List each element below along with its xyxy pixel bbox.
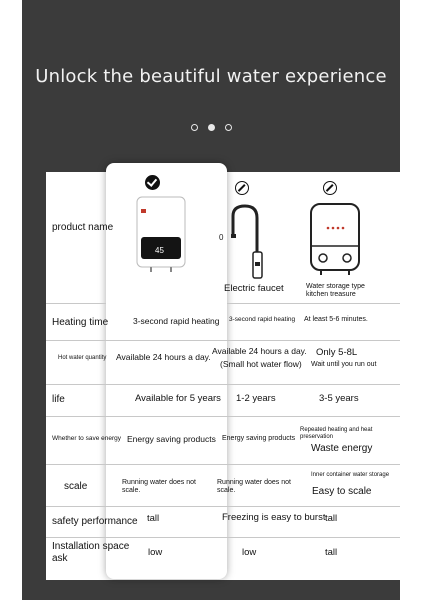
row-label-product-name: product name bbox=[52, 222, 114, 233]
row-label-installation: Installation space ask bbox=[52, 541, 130, 564]
faucet-product-name: Electric faucet bbox=[224, 283, 284, 294]
row-label-heating-time: Heating time bbox=[52, 317, 109, 328]
storage-scale-note: Inner container water storage bbox=[311, 472, 390, 478]
check-icon bbox=[145, 175, 160, 190]
faucet-installation: low bbox=[242, 547, 257, 558]
instant-scale: Running water does not scale. bbox=[122, 479, 196, 495]
faucet-heating-time: 3-second rapid heating bbox=[229, 316, 296, 323]
faucet-energy: Energy saving products bbox=[222, 435, 296, 442]
instant-water-heater-icon bbox=[129, 193, 193, 275]
storage-hot-water: Only 5-8L bbox=[316, 347, 358, 358]
row-divider bbox=[227, 303, 400, 304]
storage-life: 3-5 years bbox=[319, 393, 359, 404]
row-label-energy: Whether to save energy bbox=[52, 435, 122, 442]
prohibited-icon bbox=[235, 181, 249, 195]
row-label-safety: safety performance bbox=[52, 516, 138, 527]
storage-hot-water-note: Wait until you run out bbox=[311, 361, 377, 368]
faucet-hot-water: Available 24 hours a day. bbox=[212, 346, 307, 356]
headline: Unlock the beautiful water experience bbox=[35, 66, 387, 87]
row-divider bbox=[46, 464, 400, 465]
instant-heating-time: 3-second rapid heating bbox=[133, 316, 220, 326]
row-divider bbox=[46, 537, 400, 538]
instant-hot-water: Available 24 hours a day. bbox=[116, 352, 211, 362]
storage-energy-note: Repeated heating and heat preservation bbox=[300, 427, 373, 440]
instant-installation: low bbox=[148, 547, 163, 558]
storage-installation: tall bbox=[325, 547, 338, 558]
carousel-dot-3[interactable] bbox=[225, 124, 232, 131]
row-divider bbox=[46, 303, 106, 304]
heater-display-digits: 45 bbox=[155, 246, 164, 255]
faucet-label-mark: 0 bbox=[219, 233, 224, 242]
storage-safety: tall bbox=[325, 513, 338, 524]
carousel-dot-1[interactable] bbox=[191, 124, 198, 131]
faucet-life: 1-2 years bbox=[236, 393, 276, 404]
row-divider bbox=[46, 384, 400, 385]
faucet-hot-water-note: (Small hot water flow) bbox=[220, 359, 302, 369]
row-label-hot-water-quantity: Hot water quantity bbox=[58, 355, 107, 361]
faucet-safety: Freezing is easy to burst bbox=[222, 512, 326, 523]
electric-faucet-icon bbox=[219, 202, 269, 282]
promo-panel bbox=[22, 0, 400, 600]
row-label-scale: scale bbox=[64, 481, 88, 492]
instant-safety: tall bbox=[147, 513, 160, 524]
prohibited-icon bbox=[323, 181, 337, 195]
row-divider bbox=[46, 340, 400, 341]
row-label-life: life bbox=[52, 394, 65, 405]
row-divider bbox=[46, 416, 400, 417]
faucet-scale: Running water does not scale. bbox=[217, 479, 291, 495]
storage-product-name: Water storage type kitchen treasure bbox=[306, 283, 365, 299]
storage-scale: Easy to scale bbox=[312, 486, 372, 497]
carousel-dots bbox=[22, 119, 400, 137]
storage-energy: Waste energy bbox=[311, 443, 373, 454]
row-divider bbox=[46, 506, 400, 507]
water-storage-heater-icon bbox=[305, 198, 365, 278]
instant-energy: Energy saving products bbox=[127, 434, 216, 444]
instant-life: Available for 5 years bbox=[135, 393, 221, 404]
carousel-dot-2[interactable] bbox=[208, 124, 215, 131]
storage-heating-time: At least 5-6 minutes. bbox=[304, 316, 368, 323]
